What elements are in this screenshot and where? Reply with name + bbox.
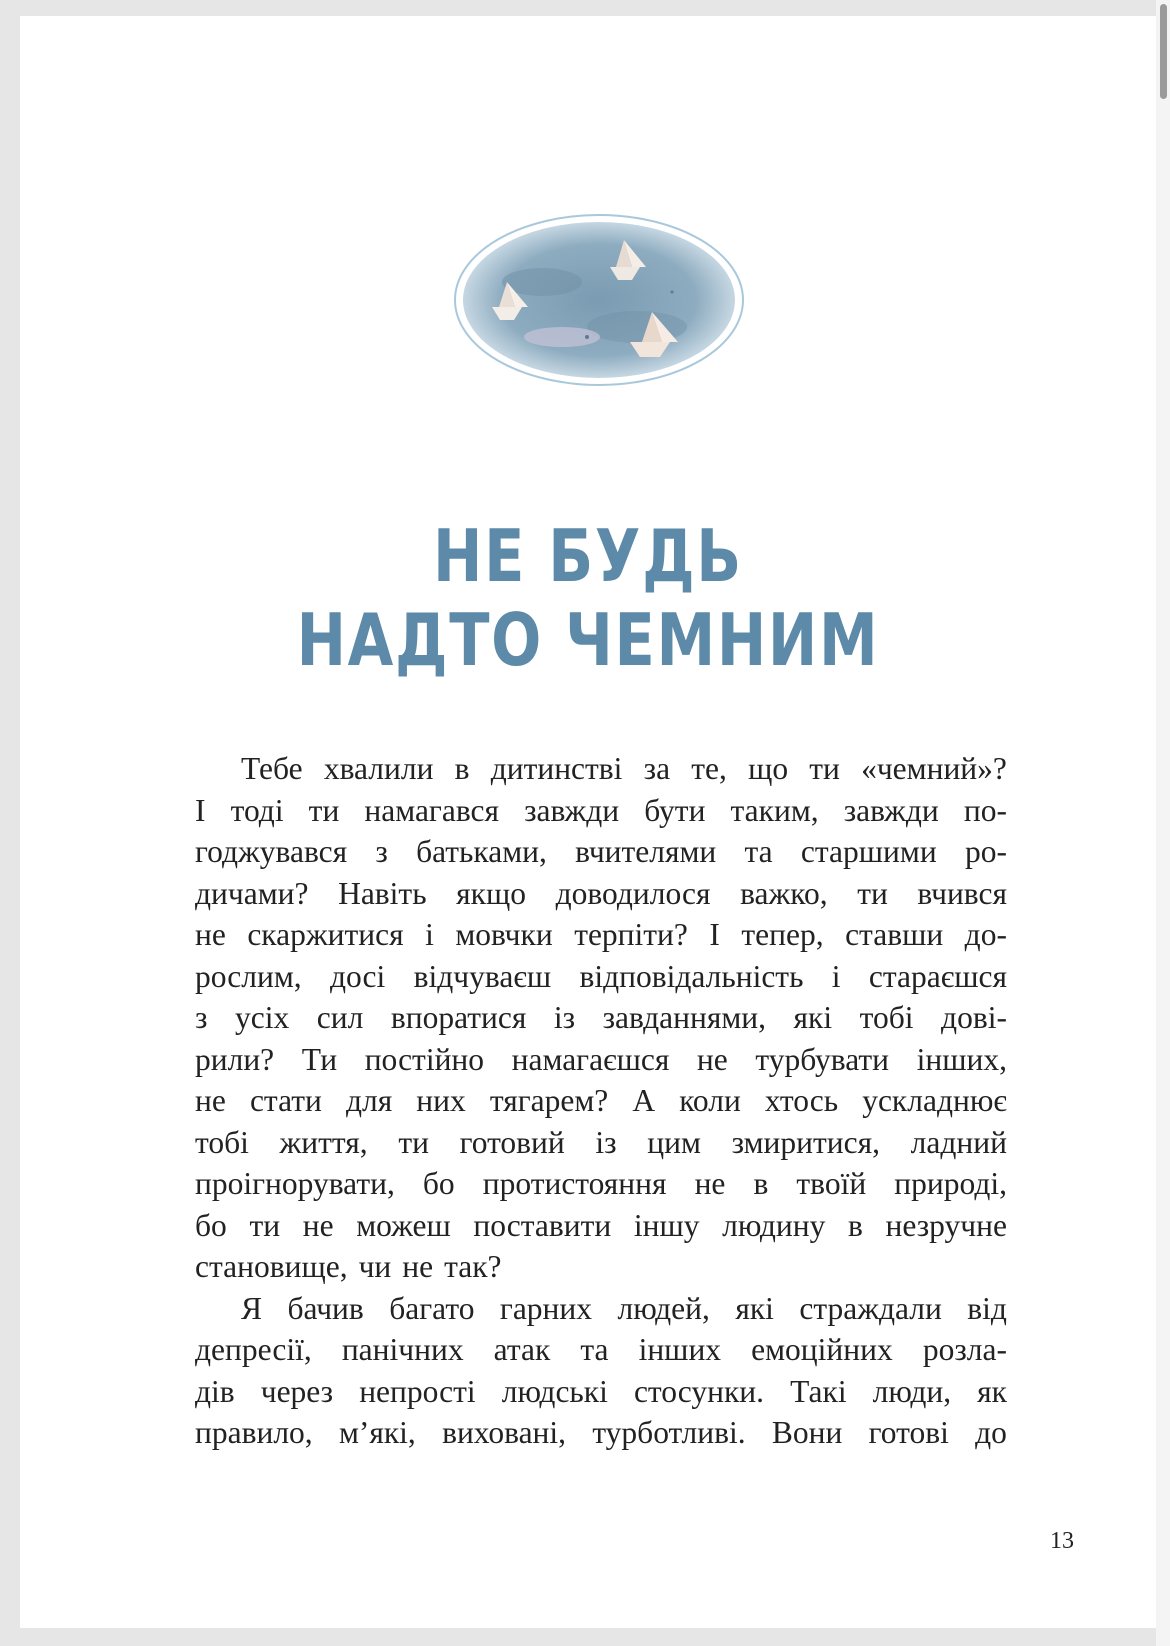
text-line: депресії, панічних атак та інших емоційних розла- bbox=[195, 1332, 1007, 1367]
body-text bbox=[195, 748, 1007, 1454]
text-line: рили? Ти постійно намагаєшся не турбувати інших, bbox=[195, 1041, 1007, 1077]
chapter-title-line-1: НЕ БУДЬ bbox=[433, 514, 743, 598]
text-line: не скаржитися і мовчки терпіти? І тепер, ставши до- bbox=[195, 917, 1007, 952]
chapter-title bbox=[122, 514, 1054, 682]
text-line: дичами? Навіть якщо доводилося важко, ти вчився bbox=[195, 875, 1007, 911]
text-line: з усіх сил впоратися із завданнями, які тобі дові- bbox=[195, 1000, 1007, 1035]
text-line: становище, чи не так? bbox=[195, 1249, 502, 1284]
text-line: не стати для них тягарем? А коли хтось ускладнює bbox=[195, 1083, 1007, 1118]
text-line: рослим, досі відчуваєш відповідальність і стараєшся bbox=[195, 958, 1007, 994]
scrollbar-thumb[interactable] bbox=[1160, 4, 1167, 99]
text-line: Тебе хвалили в дитинстві за те, що ти «чемний»? bbox=[241, 751, 1007, 786]
chapter-title-line-2: НАДТО ЧЕМНИМ bbox=[296, 598, 880, 682]
text-line: годжувався з батьками, вчителями та старшими ро- bbox=[195, 834, 1007, 869]
scrollbar[interactable] bbox=[1156, 0, 1170, 1646]
text-line: проігнорувати, бо протистояння не в твоїй природі, bbox=[195, 1166, 1007, 1201]
page-number: 13 bbox=[1050, 1528, 1074, 1554]
text-line: І тоді ти намагався завжди бути таким, завжди по- bbox=[195, 792, 1007, 828]
text-line: тобі життя, ти готовий із цим змиритися, ладний bbox=[195, 1124, 1007, 1160]
text-line: правило, м’які, виховані, турботливі. Вони готові до bbox=[195, 1415, 1007, 1450]
text-line: бо ти не можеш поставити іншу людину в незручне bbox=[195, 1207, 1007, 1243]
text-line: Я бачив багато гарних людей, які страждали від bbox=[241, 1290, 1007, 1326]
book-page bbox=[20, 16, 1156, 1628]
paper-boats-icon bbox=[452, 212, 746, 388]
text-line: дів через непрості людські стосунки. Такі люди, як bbox=[195, 1373, 1007, 1409]
